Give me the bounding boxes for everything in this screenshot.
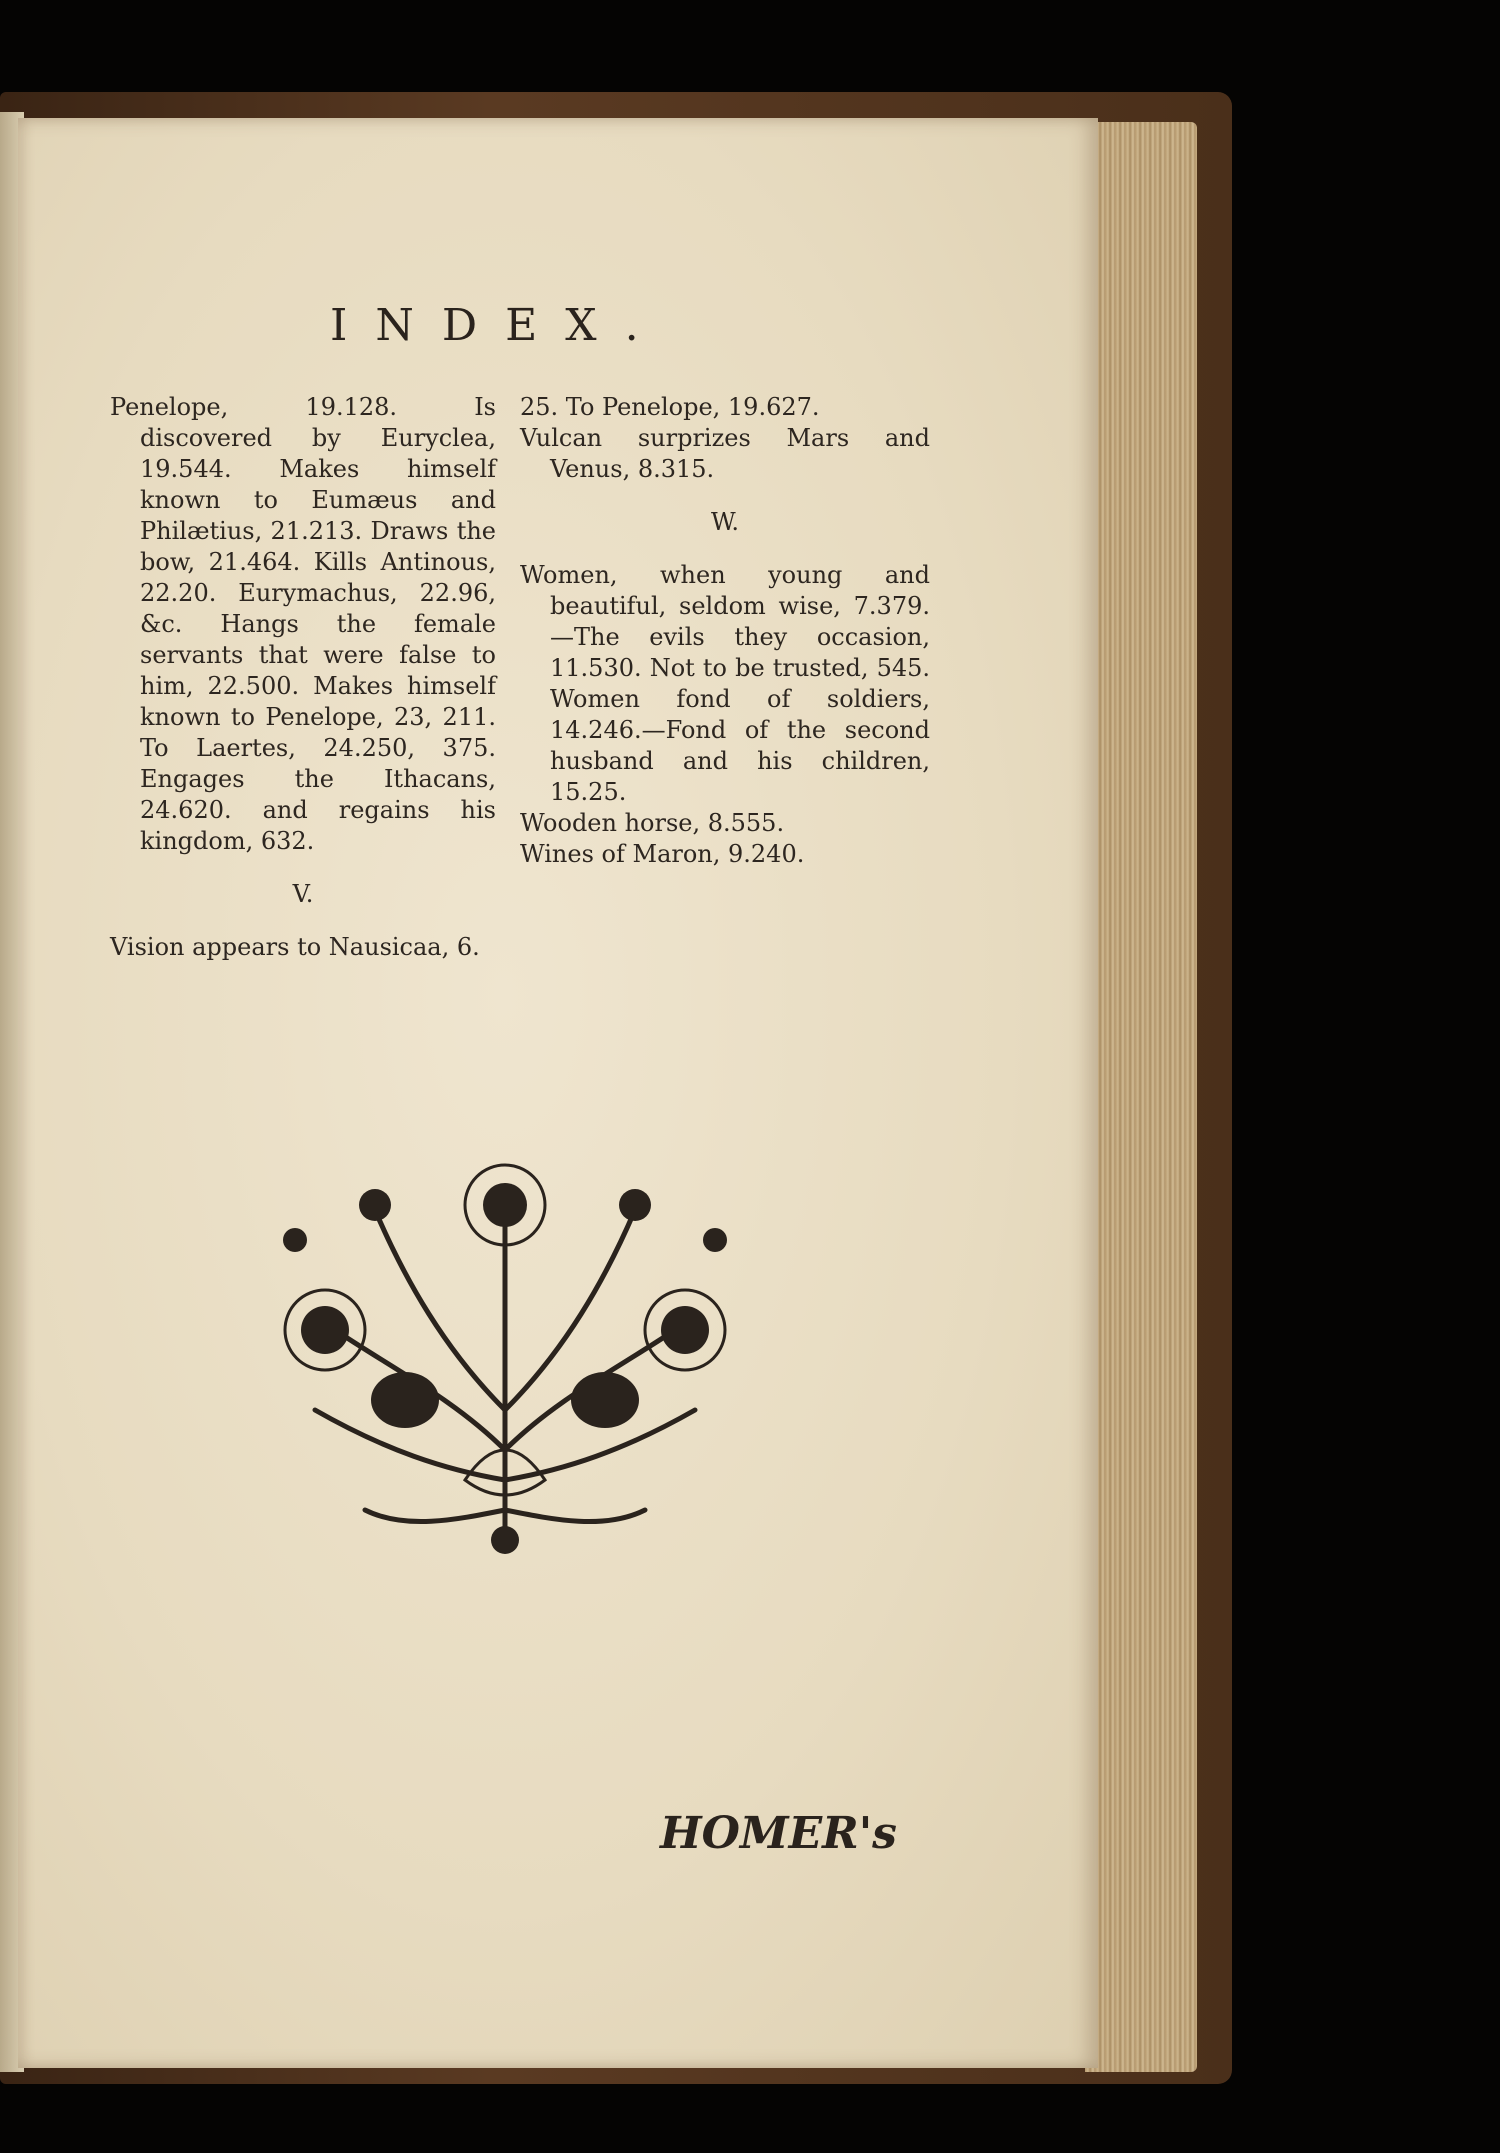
index-column-left [110,392,496,963]
index-entry-wooden-horse: Wooden horse, 8.555. [520,809,785,837]
index-entry-penelope: Penelope, 19.128. Is discovered by Euryclea, 19.544. Makes himself known to Eumæus and Philætius, 21.213. Draws the bow, 21.464. Kills Antinous, 22.20. Eurymachus, 22.96, &c. Hangs the female servants that were false to him, 22.500. Makes himself known to Penelope, 23, 211. To Laertes, 24.250, 375. Engages the Ithacans, 24.620. and regains his kingdom, 632. [110,393,496,855]
index-entry-vision: Vision appears to Nausicaa, 6. [110,933,480,961]
index-entry-women: Women, when young and beautiful, seldom wise, 7.379.—The evils they occasion, 11.530. Not to be trusted, 545. Women fond of soldiers, 14.246.—Fond of the second husband and his children, 15.25. [520,561,930,806]
section-letter-v: V. [292,880,314,908]
page-edges [1085,122,1197,2072]
floral-ornament-icon [255,1150,755,1560]
index-entry-continuation: 25. To Penelope, 19.627. [520,393,820,421]
index-entry-wines: Wines of Maron, 9.240. [520,840,805,868]
page-title: INDEX. [330,300,667,351]
section-letter-w: W. [710,508,740,536]
index-entry-vulcan: Vulcan surprizes Mars and Venus, 8.315. [520,424,930,483]
catchword: HOMER's [660,1808,897,1859]
index-column-right [520,392,930,870]
